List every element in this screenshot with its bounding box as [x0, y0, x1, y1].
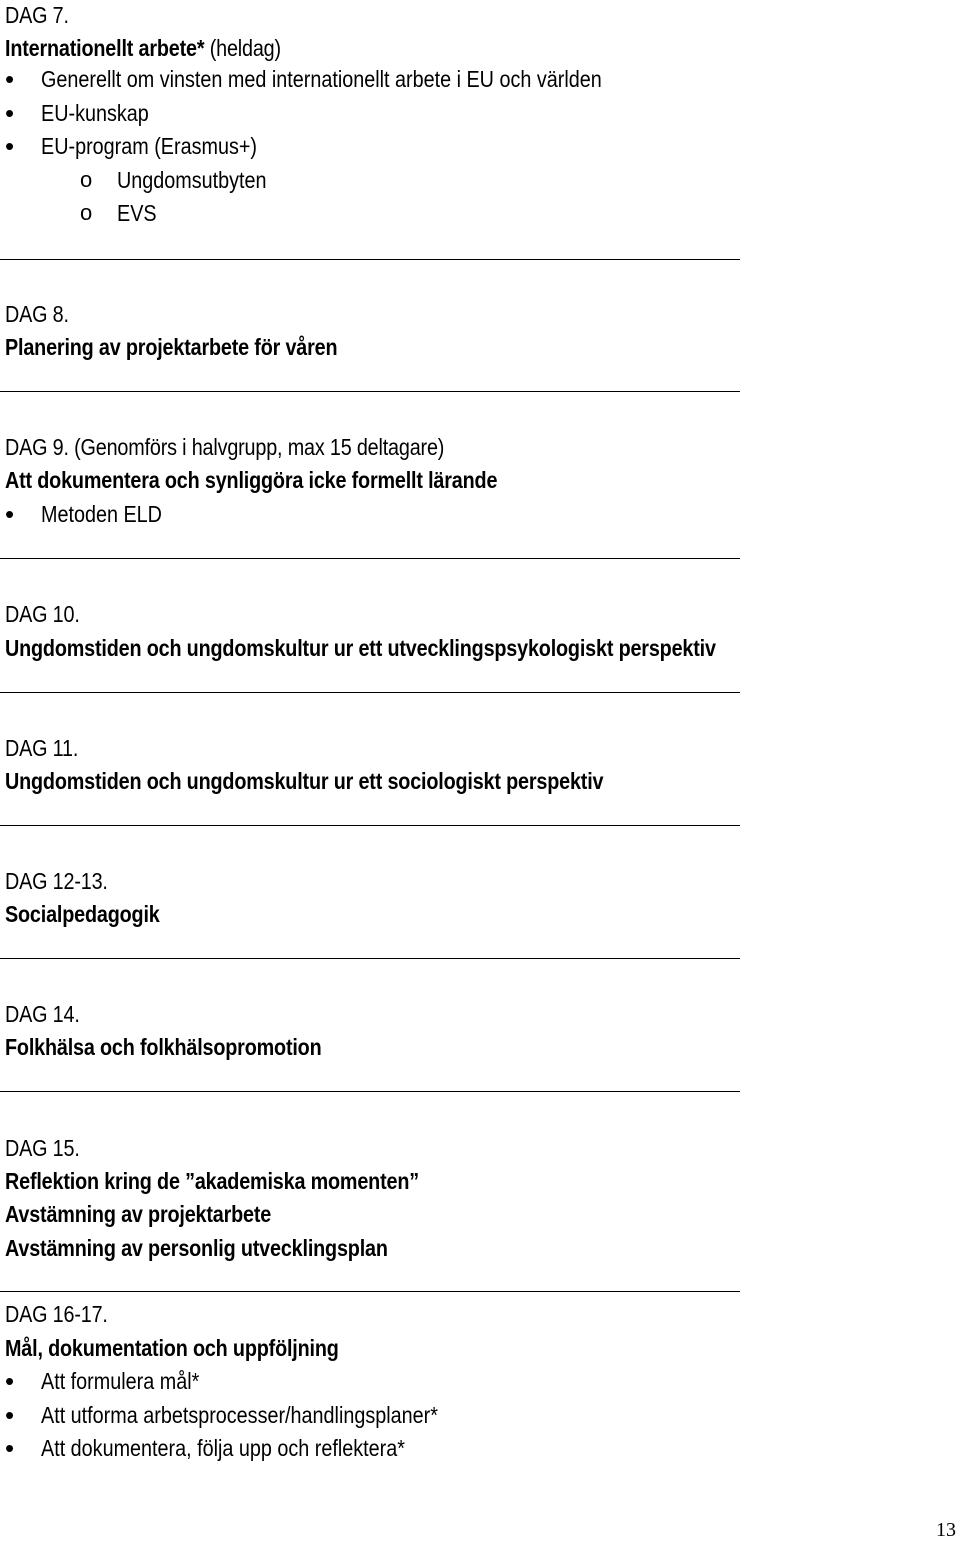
day14-title: Folkhälsa och folkhälsopromotion [5, 1034, 322, 1060]
day12-title: Socialpedagogik [5, 901, 160, 927]
separator-line [0, 558, 740, 559]
day12-heading: DAG 12-13. [5, 868, 108, 894]
day7-subbullet: EVS [117, 200, 157, 226]
day16-heading: DAG 16-17. [5, 1301, 108, 1327]
separator-line [0, 692, 740, 693]
day7-bullet: Generellt om vinsten med internationellt arbete i EU och världen [41, 66, 602, 92]
day15-heading: DAG 15. [5, 1135, 80, 1161]
page-number: 13 [936, 1519, 956, 1541]
day8-title: Planering av projektarbete för våren [5, 334, 338, 360]
bullet-icon: • [5, 98, 15, 128]
sub-bullet-icon: o [80, 200, 93, 225]
day10-title: Ungdomstiden och ungdomskultur ur ett utvecklingspsykologiskt perspektiv [5, 635, 716, 661]
bullet-icon: • [5, 1366, 15, 1396]
day8-heading: DAG 8. [5, 301, 69, 327]
day11-title: Ungdomstiden och ungdomskultur ur ett sociologiskt perspektiv [5, 768, 604, 794]
separator-line [0, 259, 740, 260]
day7-title-bold: Internationellt arbete* [5, 35, 205, 61]
day7-subbullet: Ungdomsutbyten [117, 167, 267, 193]
bullet-icon: • [5, 1400, 15, 1430]
sub-bullet-icon: o [80, 167, 93, 192]
day15-title: Avstämning av projektarbete [5, 1201, 272, 1227]
day14-heading: DAG 14. [5, 1001, 80, 1027]
bullet-icon: • [5, 499, 15, 529]
day16-title: Mål, dokumentation och uppföljning [5, 1335, 339, 1361]
separator-line [0, 958, 740, 959]
separator-line [0, 391, 740, 392]
day9-heading: DAG 9. (Genomförs i halvgrupp, max 15 deltagare) [5, 434, 445, 460]
day16-bullet: Att formulera mål* [41, 1368, 200, 1394]
day16-bullet: Att dokumentera, följa upp och reflektera* [41, 1435, 405, 1461]
separator-line [0, 1091, 740, 1092]
day7-title-rest: (heldag) [204, 35, 281, 61]
separator-line [0, 825, 740, 826]
day16-bullet: Att utforma arbetsprocesser/handlingsplaner* [41, 1402, 438, 1428]
day10-heading: DAG 10. [5, 601, 80, 627]
separator-line [0, 1291, 740, 1292]
bullet-icon: • [5, 1433, 15, 1463]
bullet-icon: • [5, 131, 15, 161]
day7-title [5, 33, 281, 63]
day15-title: Avstämning av personlig utvecklingsplan [5, 1235, 388, 1261]
day9-bullet: Metoden ELD [41, 501, 162, 527]
day7-bullet: EU-kunskap [41, 100, 149, 126]
day9-title: Att dokumentera och synliggöra icke formellt lärande [5, 467, 498, 493]
bullet-icon: • [5, 64, 15, 94]
day7-bullet: EU-program (Erasmus+) [41, 133, 257, 159]
day11-heading: DAG 11. [5, 735, 79, 761]
day15-title: Reflektion kring de ”akademiska momenten” [5, 1168, 419, 1194]
day7-heading: DAG 7. [5, 2, 69, 28]
